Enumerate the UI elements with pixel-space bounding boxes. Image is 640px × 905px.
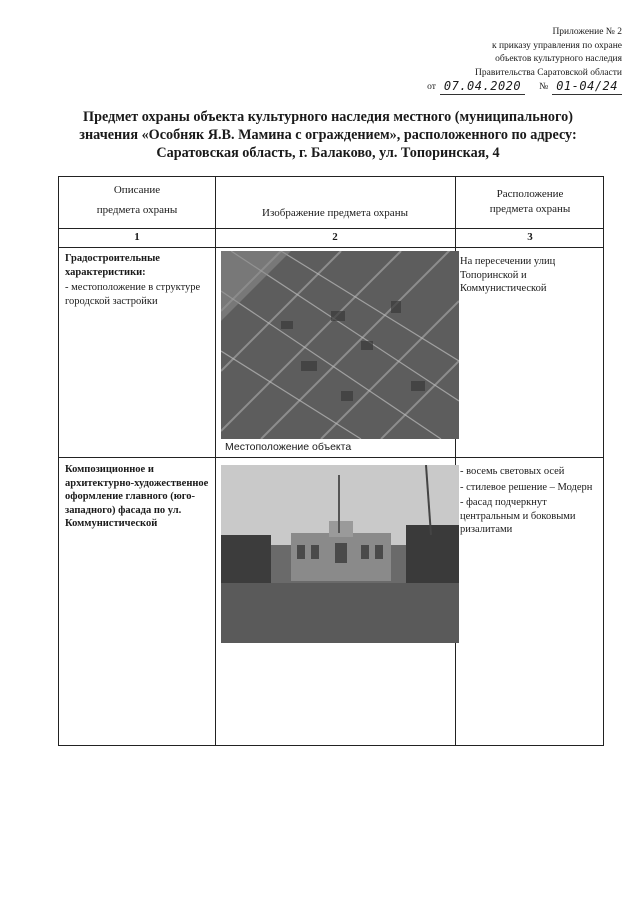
title-line-3: Саратовская область, г. Балаково, ул. Топоринская, 4 [156, 145, 500, 161]
row2-location [460, 465, 600, 539]
aerial-photo-graphic [221, 251, 459, 439]
row1-description [65, 252, 210, 310]
row2-location-item-2: - стилевое решение – Модерн [460, 481, 593, 493]
column-number-2: 2 [332, 231, 338, 243]
number-value: 01-04/24 [552, 80, 622, 95]
column-divider-1 [215, 177, 216, 745]
number-prefix: № [539, 82, 549, 93]
header-image: Изображение предмета охраны [262, 207, 408, 219]
date-value: 07.04.2020 [440, 80, 525, 95]
header-location: Расположение предмета охраны [489, 188, 571, 215]
appendix-line-3: объектов культурного наследия [495, 54, 622, 65]
column-number-3: 3 [527, 231, 533, 243]
document-title [40, 108, 616, 162]
row-divider-header [59, 228, 603, 229]
row1-desc-item: - местоположение в структуре городской застройки [65, 282, 201, 307]
aerial-location-image [221, 251, 459, 439]
row-divider-1 [59, 457, 603, 458]
title-line-1: Предмет охраны объекта культурного наследия местного (муниципального) [83, 109, 573, 125]
appendix-line-4: Правительства Саратовской области [475, 67, 622, 78]
protection-subject-table [58, 176, 604, 746]
row1-desc-title: Градостроительные характеристики: [65, 253, 160, 278]
column-number-1: 1 [134, 231, 140, 243]
row-divider-numbers [59, 247, 603, 248]
row1-image-caption: Местоположение объекта [225, 441, 352, 453]
row2-location-item-3: - фасад подчеркнут центральным и боковыми ризалитами [460, 497, 576, 535]
header-description: Описание предмета охраны [96, 184, 178, 216]
row1-location: На пересечении улиц Топоринской и Коммунистической [460, 256, 556, 294]
facade-photo-graphic [221, 465, 459, 643]
row2-description: Композиционное и архитектурно-художественное оформление главного (юго-западного) фасада по ул. Коммунистической [65, 464, 209, 529]
date-prefix: от [427, 82, 436, 93]
title-line-2: значения «Особняк Я.В. Мамина с ограждением», расположенного по адресу: [79, 127, 577, 143]
appendix-line-2: к приказу управления по охране [491, 40, 622, 51]
row2-location-item-1: - восемь световых осей [460, 466, 565, 477]
appendix-line-1: Приложение № 2 [552, 27, 622, 37]
appendix-date-number [402, 80, 622, 95]
facade-photo-image [221, 465, 459, 643]
appendix-block [402, 26, 622, 95]
